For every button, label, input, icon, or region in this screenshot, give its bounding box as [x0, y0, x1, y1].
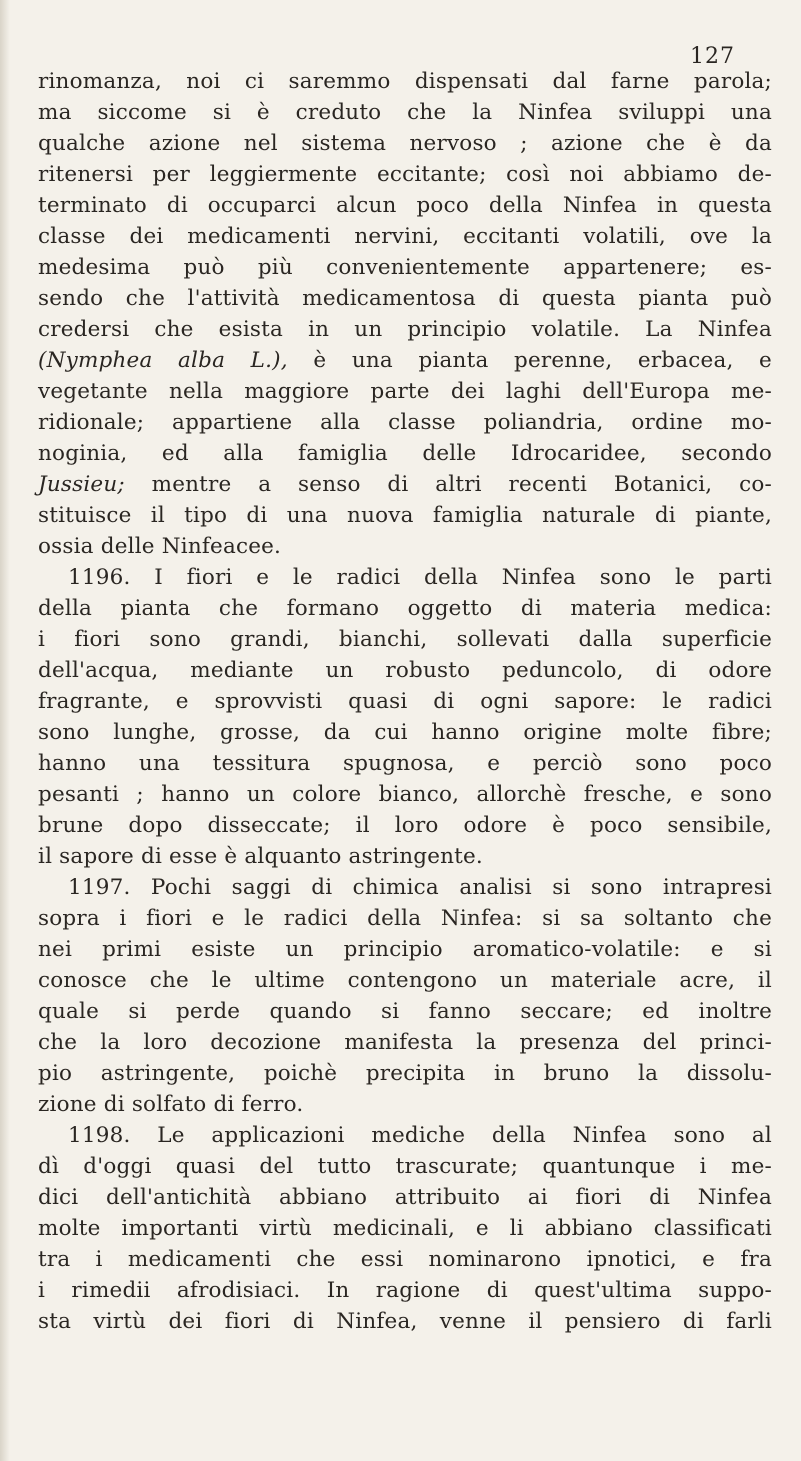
text-line: che la loro decozione manifesta la presenza del princi- [38, 1030, 772, 1055]
text-line: noginia, ed alla famiglia delle Idrocaridee, secondo [38, 441, 772, 466]
text-line: stituisce il tipo di una nuova famiglia naturale di piante, [38, 503, 772, 528]
text-line: ridionale; appartiene alla classe poliandria, ordine mo- [38, 410, 772, 435]
text-line: tra i medicamenti che essi nominarono ipnotici, e fra [38, 1247, 772, 1272]
page-edge [0, 0, 10, 1461]
text-line: quale si perde quando si fanno seccare; ed inoltre [38, 999, 772, 1024]
text-line: i fiori sono grandi, bianchi, sollevati dalla superficie [38, 627, 772, 652]
text-line: conosce che le ultime contengono un materiale acre, il [38, 968, 772, 993]
text-line: ritenersi per leggiermente eccitante; così noi abbiamo de- [38, 162, 772, 187]
text-line: ossia delle Ninfeacee. [38, 534, 282, 559]
text-line: 1198. Le applicazioni mediche della Ninfea sono al [68, 1123, 772, 1148]
text-line: pesanti ; hanno un colore bianco, allorchè fresche, e sono [38, 782, 772, 807]
text-line: ma siccome si è creduto che la Ninfea sviluppi una [38, 100, 772, 125]
text-line: terminato di occuparci alcun poco della Ninfea in questa [38, 193, 772, 218]
text-line: nei primi esiste un principio aromatico-volatile: e si [38, 937, 772, 962]
text-line: della pianta che formano oggetto di materia medica: [38, 596, 772, 621]
text-line: pio astringente, poichè precipita in bruno la dissolu- [38, 1061, 772, 1086]
text-segment: è una pianta perenne, erbacea, e [313, 348, 772, 373]
text-line: credersi che esista in un principio volatile. La Ninfea [38, 317, 772, 342]
italic-text: (Nymphea alba L.), [38, 348, 314, 373]
text-line: vegetante nella maggiore parte dei laghi dell'Europa me- [38, 379, 772, 404]
text-line: qualche azione nel sistema nervoso ; azione che è da [38, 131, 772, 156]
text-line: sono lunghe, grosse, da cui hanno origine molte fibre; [38, 720, 772, 745]
text-line: classe dei medicamenti nervini, eccitanti volatili, ove la [38, 224, 772, 249]
text-line: i rimedii afrodisiaci. In ragione di quest'ultima suppo- [38, 1278, 772, 1303]
body-text [38, 66, 772, 1337]
text-line: zione di solfato di ferro. [38, 1092, 304, 1117]
page-number: 127 [690, 44, 735, 69]
text-line: brune dopo disseccate; il loro odore è poco sensibile, [38, 813, 772, 838]
text-line [38, 345, 772, 376]
text-line: fragrante, e sprovvisti quasi di ogni sapore: le radici [38, 689, 772, 714]
text-line: rinomanza, noi ci saremmo dispensati dal farne parola; [38, 69, 772, 94]
text-line: hanno una tessitura spugnosa, e perciò sono poco [38, 751, 772, 776]
text-line: dì d'oggi quasi del tutto trascurate; quantunque i me- [38, 1154, 772, 1179]
text-segment: mentre a senso di altri recenti Botanici, co- [151, 472, 772, 497]
text-line: 1196. I fiori e le radici della Ninfea sono le parti [68, 565, 772, 590]
text-line: 1197. Pochi saggi di chimica analisi si sono intrapresi [68, 875, 772, 900]
text-line [38, 469, 772, 500]
text-line: medesima può più convenientemente appartenere; es- [38, 255, 772, 280]
text-line: sopra i fiori e le radici della Ninfea: si sa soltanto che [38, 906, 772, 931]
text-line: dici dell'antichità abbiano attribuito ai fiori di Ninfea [38, 1185, 772, 1210]
text-line: il sapore di esse è alquanto astringente. [38, 844, 483, 869]
text-line: dell'acqua, mediante un robusto peduncolo, di odore [38, 658, 772, 683]
italic-text: Jussieu; [38, 472, 152, 497]
text-line: sendo che l'attività medicamentosa di questa pianta può [38, 286, 772, 311]
text-line: sta virtù dei fiori di Ninfea, venne il pensiero di farli [38, 1309, 772, 1334]
text-line: molte importanti virtù medicinali, e li abbiano classificati [38, 1216, 772, 1241]
